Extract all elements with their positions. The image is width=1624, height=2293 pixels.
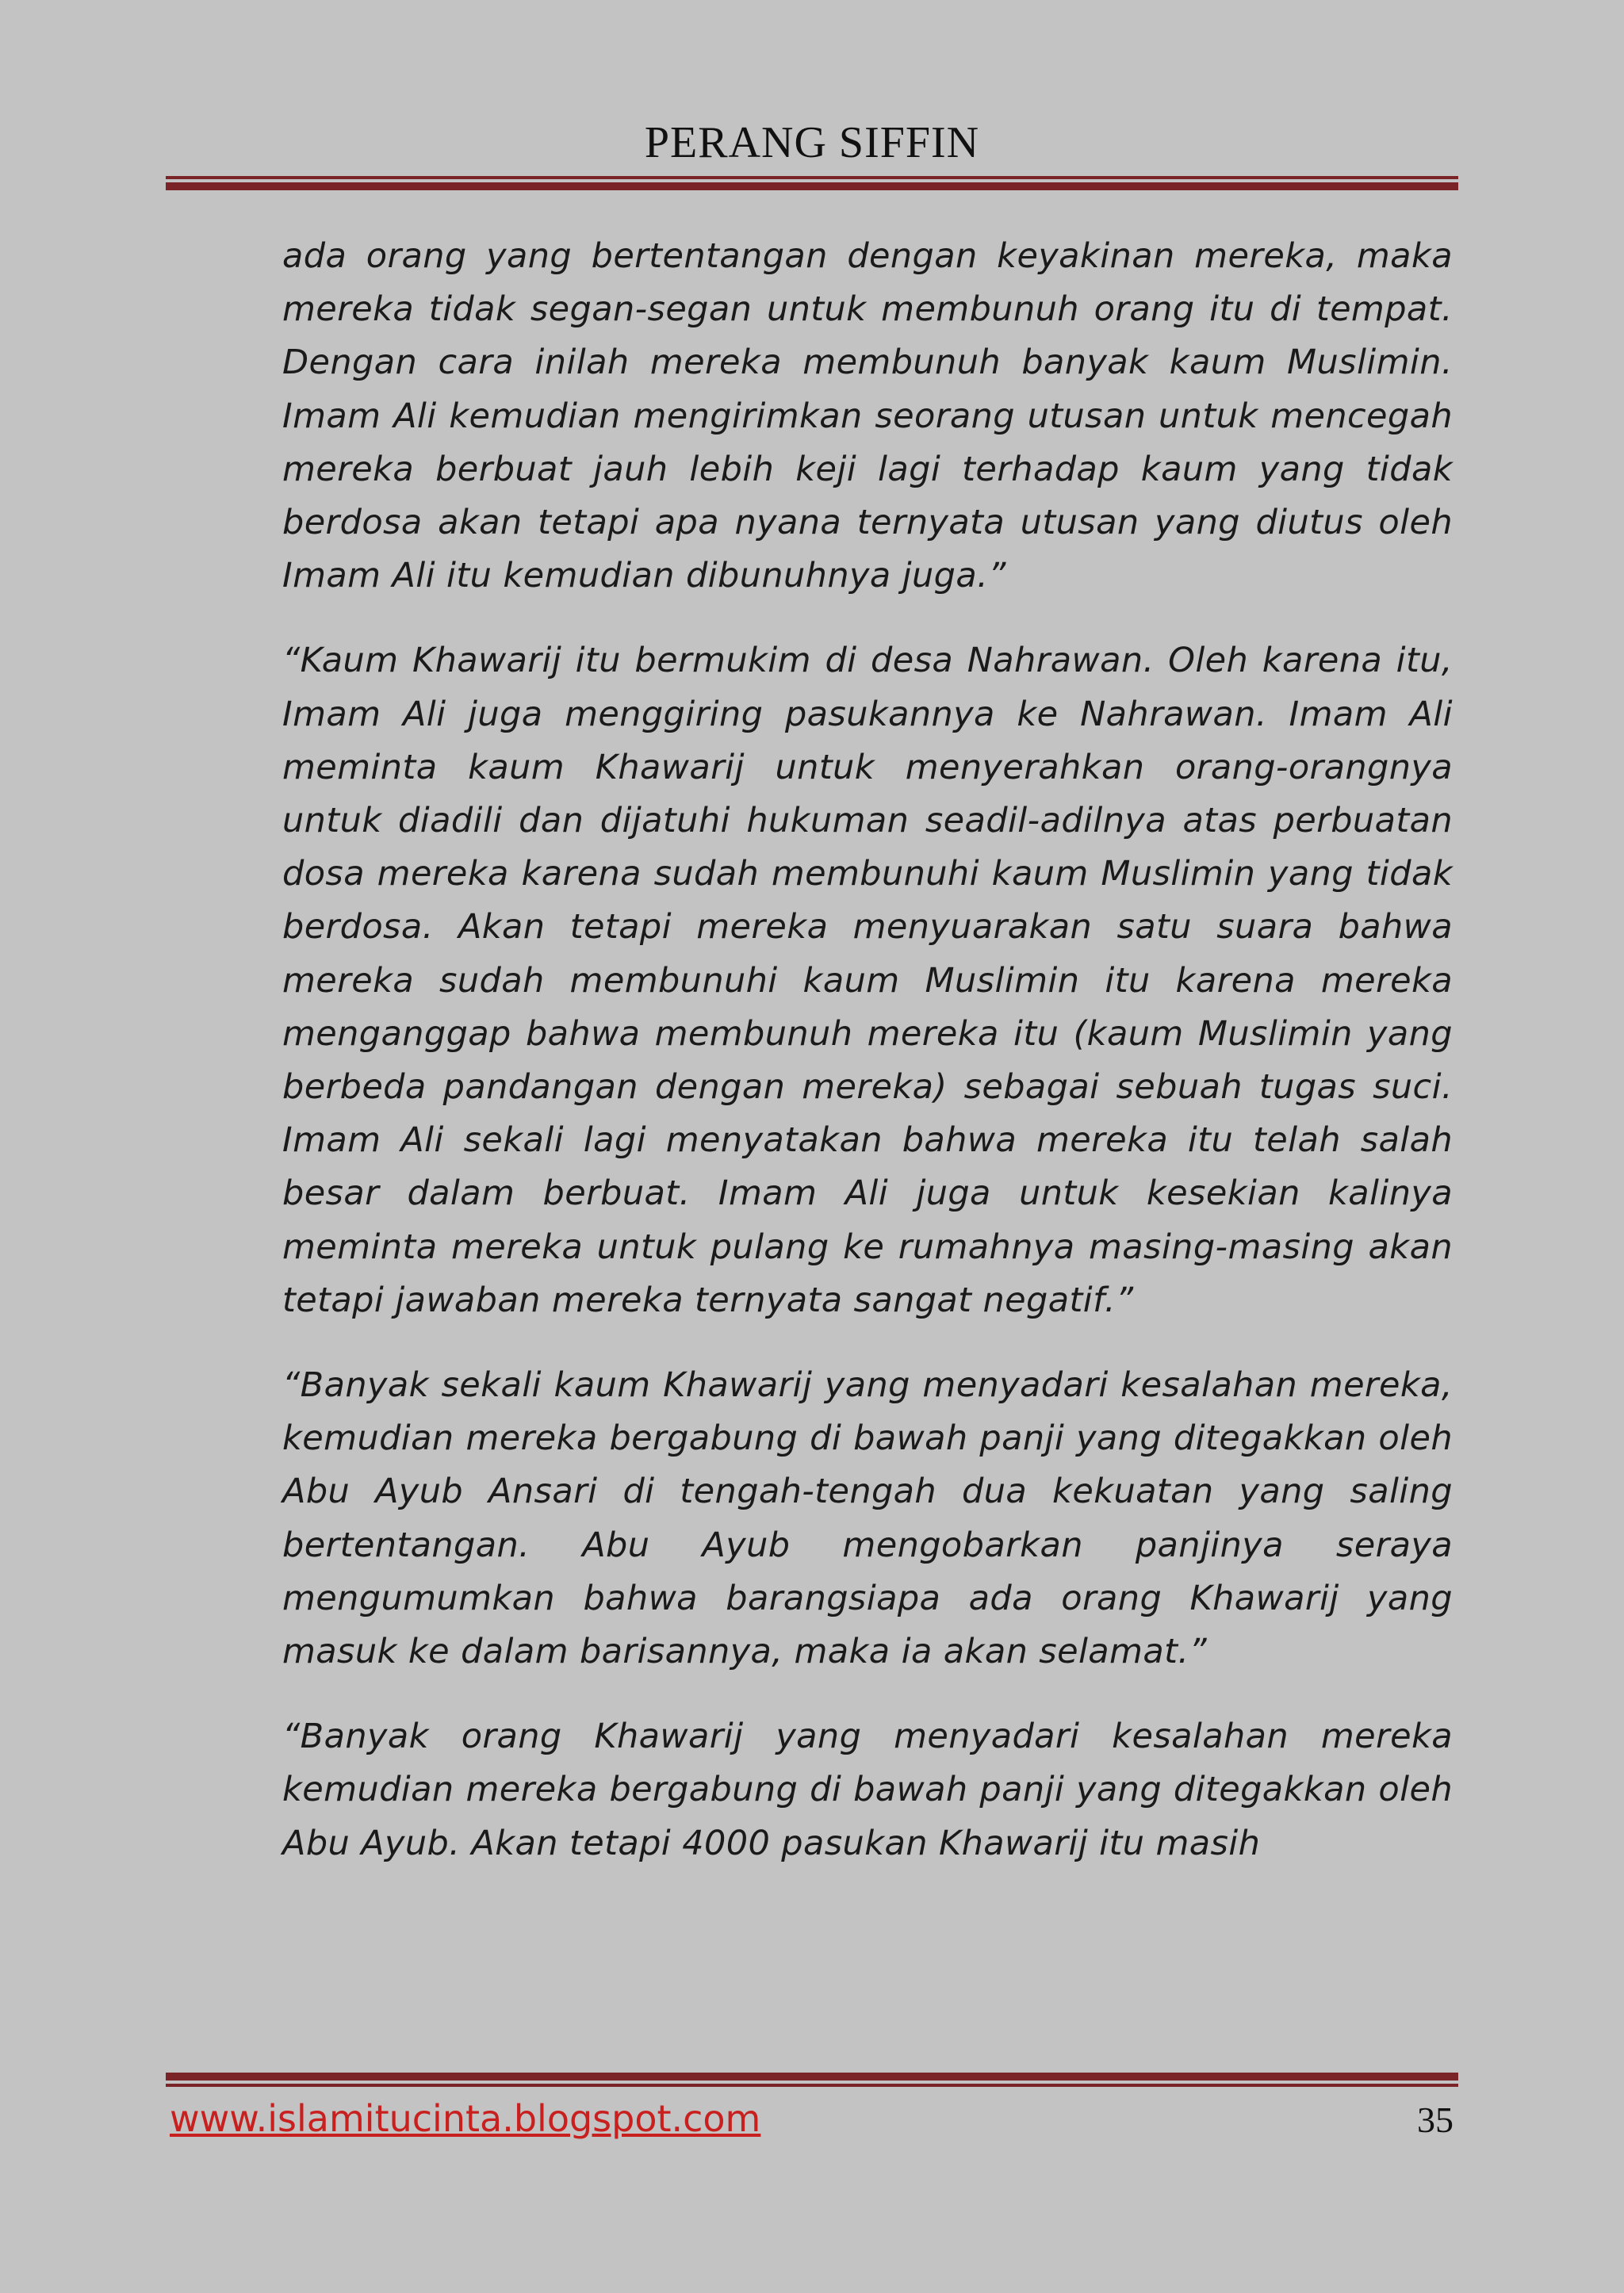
page-number: 35 xyxy=(1417,2100,1454,2140)
paragraph-4: “Banyak orang Khawarij yang menyadari kesalahan mereka kemudian mereka bergabung di bawah panji yang ditegakkan oleh Abu Ayub. Akan tetapi 4000 pasukan Khawarij itu masih xyxy=(282,1717,1453,1863)
paragraph-3: “Banyak sekali kaum Khawarij yang menyadari kesalahan mereka, kemudian mereka bergabung di bawah panji yang ditegakkan oleh Abu Ayub Ansari di tengah-tengah dua kekuatan yang saling bertentangan. Abu Ayub mengobarkan panjinya seraya mengumumkan bahwa barangsiapa ada orang Khawarij yang masuk ke dalam barisannya, maka ia akan selamat.” xyxy=(282,1365,1453,1672)
header-divider xyxy=(166,176,1458,190)
footer-divider xyxy=(166,2073,1458,2087)
footer-website-link[interactable]: www.islamitucinta.blogspot.com xyxy=(170,2097,761,2140)
paragraph-1: ada orang yang bertentangan dengan keyakinan mereka, maka mereka tidak segan-segan untuk membunuh orang itu di tempat. Dengan cara inilah mereka membunuh banyak kaum Muslimin. Imam Ali kemudian mengirimkan seorang utusan untuk mencegah mereka berbuat jauh lebih keji lagi terhadap kaum yang tidak berdosa akan tetapi apa nyana ternyata utusan yang diutus oleh Imam Ali itu kemudian dibunuhnya juga.” xyxy=(282,236,1453,596)
body-text xyxy=(282,230,1453,1902)
paragraph-2: “Kaum Khawarij itu bermukim di desa Nahrawan. Oleh karena itu, Imam Ali juga menggiring pasukannya ke Nahrawan. Imam Ali meminta kaum Khawarij untuk menyerahkan orang-orangnya untuk diadili dan dijatuhi hukuman seadil-adilnya atas perbuatan dosa mereka karena sudah membunuhi kaum Muslimin yang tidak berdosa. Akan tetapi mereka menyuarakan satu suara bahwa mereka sudah membunuhi kaum Muslimin itu karena mereka menganggap bahwa membunuh mereka itu (kaum Muslimin yang berbeda pandangan dengan mereka) sebagai sebuah tugas suci. Imam Ali sekali lagi menyatakan bahwa mereka itu telah salah besar dalam berbuat. Imam Ali juga untuk kesekian kalinya meminta mereka untuk pulang ke rumahnya masing-masing akan tetapi jawaban mereka ternyata sangat negatif.” xyxy=(282,641,1453,1320)
page-header-title: PERANG SIFFIN xyxy=(644,118,980,167)
